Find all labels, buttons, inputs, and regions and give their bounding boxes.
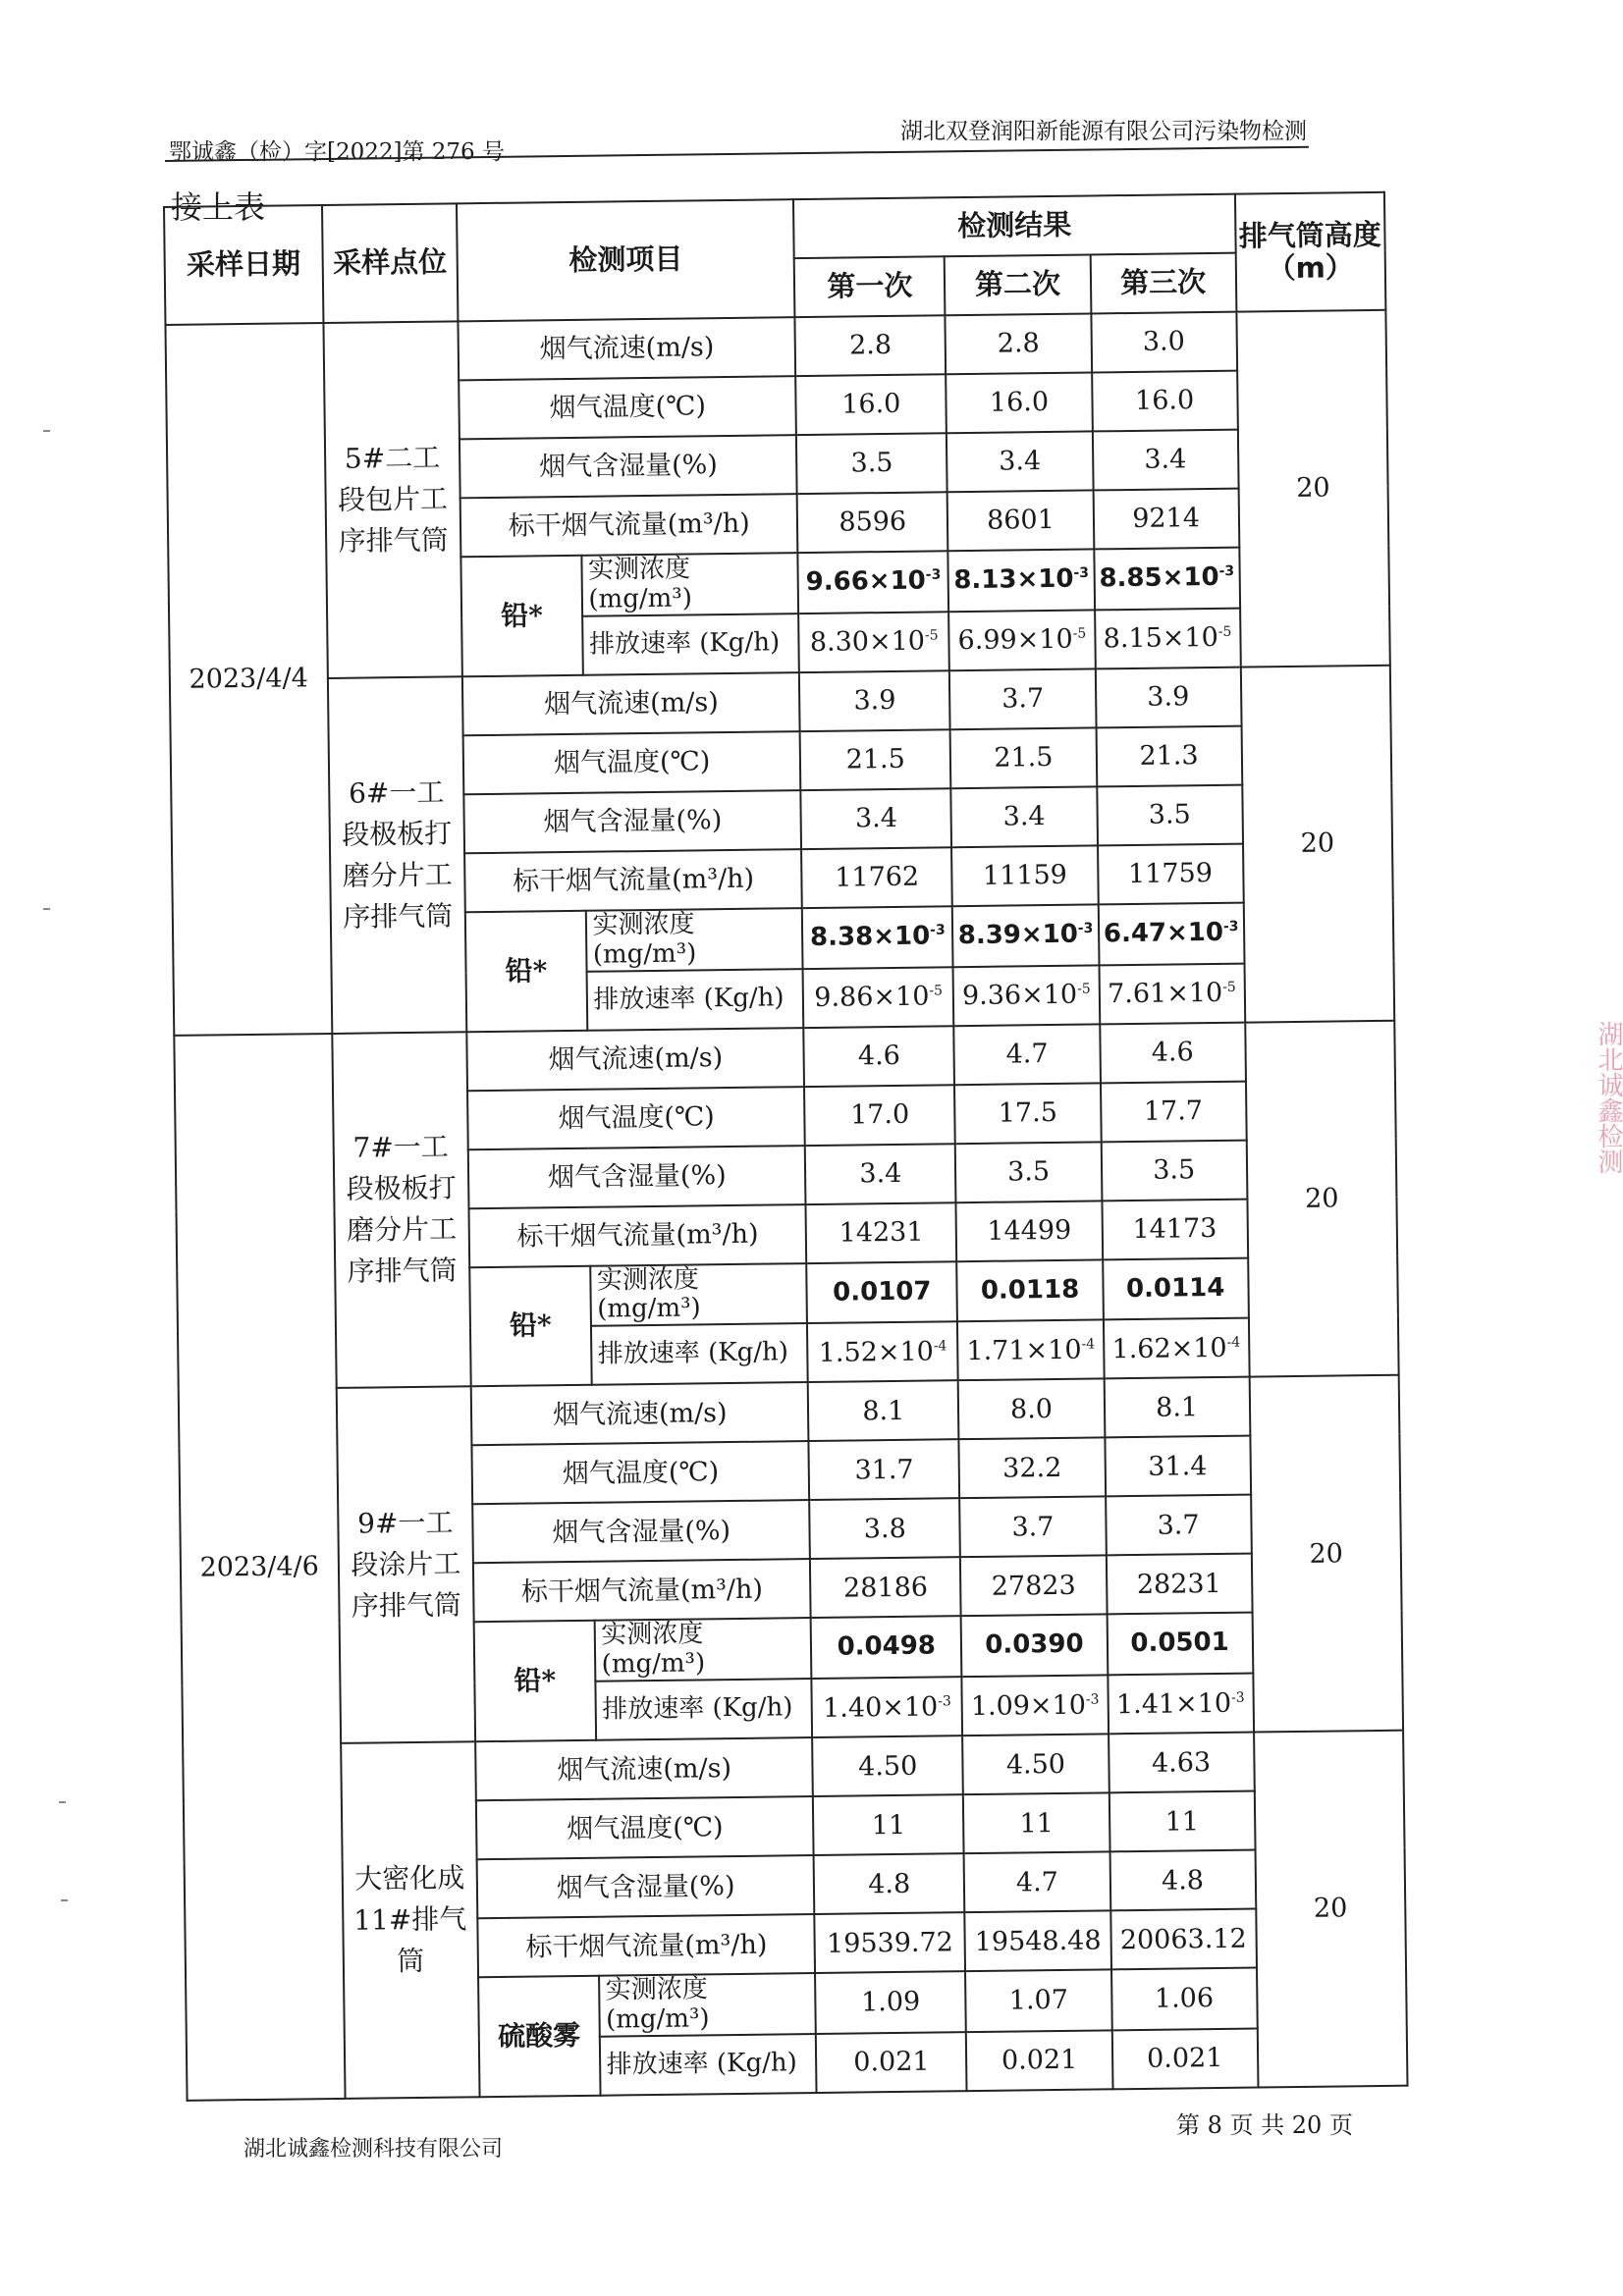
- result-value: 8.1: [808, 1381, 959, 1442]
- result-value: 3.7: [1106, 1495, 1252, 1556]
- result-value: 11159: [951, 845, 1098, 906]
- result-value: [1098, 902, 1244, 965]
- pollutant-name: 铅*: [465, 911, 587, 1032]
- result-value: [1103, 1318, 1249, 1379]
- value-mantissa: 0.021: [1146, 2043, 1223, 2075]
- item-label: 标干烟气流量(m³/h): [478, 1914, 816, 1977]
- result-value: 11: [963, 1792, 1109, 1853]
- scan-speck: [43, 908, 50, 910]
- result-value: 3.7: [960, 1497, 1107, 1558]
- value-mantissa: 1.71×10: [966, 1334, 1082, 1366]
- value-exponent: -5: [1076, 981, 1091, 997]
- item-label: 标干烟气流量(m³/h): [473, 1559, 811, 1622]
- result-value: [1108, 1674, 1254, 1735]
- value-mantissa: 8.15×10: [1103, 622, 1218, 655]
- value-mantissa: 9.36×10: [961, 979, 1078, 1012]
- value-exponent: -3: [1085, 1691, 1100, 1708]
- result-value: 32.2: [959, 1438, 1106, 1499]
- scan-speck: [43, 430, 50, 432]
- scan-speck: [59, 1801, 66, 1803]
- value-mantissa: 1.40×10: [822, 1691, 939, 1724]
- value-exponent: -5: [1217, 623, 1232, 641]
- value-mantissa: 1.09×10: [970, 1689, 1087, 1722]
- sub-item-label: 排放速率 (Kg/h): [582, 614, 799, 675]
- item-label: 烟气含湿量(%): [468, 1146, 806, 1208]
- header-height: 排气筒高度（m）: [1235, 192, 1386, 312]
- header-point: 采样点位: [322, 203, 459, 323]
- stack-height: 20: [1249, 1375, 1403, 1733]
- value-mantissa: 9.66×10: [805, 565, 926, 597]
- value-mantissa: 7.61×10: [1107, 977, 1223, 1010]
- value-mantissa: 6.47×10: [1103, 917, 1224, 949]
- item-label: 烟气流速(m/s): [462, 672, 800, 735]
- result-value: 3.8: [809, 1499, 960, 1560]
- value-exponent: -5: [1222, 979, 1236, 995]
- value-mantissa: 0.0501: [1130, 1628, 1229, 1659]
- result-value: [1103, 1257, 1249, 1320]
- result-value: 3.4: [800, 788, 951, 849]
- value-mantissa: 9.86×10: [814, 981, 930, 1013]
- result-value: [816, 2032, 967, 2093]
- header-third: 第三次: [1090, 253, 1236, 314]
- result-value: 19539.72: [814, 1912, 965, 1973]
- result-value: 4.8: [1109, 1850, 1256, 1911]
- sub-item-label: 实测浓度 (mg/m³): [585, 908, 802, 971]
- result-value: [807, 1322, 958, 1383]
- value-exponent: -5: [1072, 625, 1087, 642]
- continued-label: 接上表: [171, 188, 266, 226]
- item-label: 标干烟气流量(m³/h): [460, 494, 798, 557]
- result-value: 8.1: [1104, 1377, 1250, 1438]
- value-mantissa: 8.30×10: [809, 625, 926, 659]
- item-label: 烟气温度(℃): [467, 1087, 805, 1149]
- result-value: 16.0: [947, 372, 1093, 433]
- item-label: 烟气温度(℃): [459, 376, 796, 439]
- header-results: 检测结果: [793, 194, 1235, 258]
- value-mantissa: 6.99×10: [957, 623, 1073, 657]
- item-label: 烟气流速(m/s): [467, 1028, 805, 1091]
- result-value: [798, 551, 949, 614]
- result-value: 3.5: [955, 1142, 1102, 1202]
- result-value: 4.50: [812, 1735, 963, 1796]
- result-value: 31.4: [1105, 1436, 1251, 1497]
- result-value: [957, 1320, 1104, 1381]
- sampling-point: 7#一工段极板打磨分片工序排气筒: [332, 1032, 471, 1388]
- result-value: 3.0: [1091, 312, 1237, 373]
- result-value: 20063.12: [1110, 1909, 1257, 1970]
- sub-item-label: 排放速率 (Kg/h): [599, 2034, 816, 2096]
- result-value: 31.7: [809, 1440, 960, 1501]
- pollutant-name: 硫酸雾: [478, 1976, 600, 2097]
- result-value: [957, 1259, 1104, 1322]
- result-value: 11: [813, 1794, 964, 1855]
- stack-height: 20: [1241, 666, 1395, 1023]
- result-value: 9214: [1093, 489, 1239, 550]
- value-mantissa: 0.0114: [1125, 1272, 1225, 1304]
- item-label: 烟气含湿量(%): [477, 1855, 815, 1918]
- result-value: 14499: [956, 1201, 1103, 1261]
- scan-speck: [61, 1899, 68, 1901]
- value-exponent: -4: [933, 1338, 947, 1355]
- result-value: 19548.48: [965, 1910, 1111, 1971]
- value-exponent: -3: [1230, 1689, 1245, 1706]
- result-value: 4.6: [803, 1026, 954, 1087]
- value-mantissa: 0.021: [1001, 2045, 1078, 2077]
- header-item: 检测项目: [457, 199, 794, 321]
- pollutant-name: 铅*: [470, 1265, 592, 1386]
- value-exponent: -3: [1077, 920, 1094, 936]
- value-mantissa: 1.52×10: [818, 1336, 935, 1368]
- result-value: 4.50: [963, 1734, 1109, 1794]
- item-label: 烟气流速(m/s): [459, 317, 796, 380]
- value-exponent: -3: [1073, 564, 1090, 581]
- result-value: 17.7: [1101, 1081, 1247, 1142]
- value-exponent: -3: [925, 566, 942, 583]
- item-label: 标干烟气流量(m³/h): [464, 849, 802, 912]
- result-value: 4.7: [964, 1851, 1110, 1912]
- result-value: 11759: [1098, 843, 1244, 904]
- result-value: [1099, 963, 1245, 1024]
- sub-item-label: 排放速率 (Kg/h): [595, 1679, 812, 1740]
- value-mantissa: 1.09: [860, 1987, 921, 2018]
- value-exponent: -3: [938, 1692, 951, 1710]
- sub-item-label: 实测浓度 (mg/m³): [581, 553, 798, 615]
- result-value: 3.5: [796, 433, 947, 494]
- sub-item-label: 实测浓度 (mg/m³): [590, 1263, 807, 1326]
- results-table-wrapper: [163, 191, 1408, 2102]
- sub-item-label: 排放速率 (Kg/h): [590, 1323, 807, 1385]
- result-value: [1094, 548, 1240, 611]
- result-value: [949, 610, 1096, 670]
- result-value: 3.5: [1101, 1140, 1247, 1201]
- result-value: 3.7: [949, 668, 1096, 729]
- sampling-point: 6#一工段极板打磨分片工序排气筒: [327, 676, 466, 1033]
- value-mantissa: 0.0498: [837, 1630, 937, 1663]
- result-value: 16.0: [795, 374, 947, 435]
- item-label: 标干烟气流量(m³/h): [469, 1204, 807, 1267]
- result-value: [812, 1677, 963, 1737]
- results-table: [163, 191, 1408, 2102]
- result-value: 28231: [1106, 1554, 1252, 1615]
- item-label: 烟气流速(m/s): [471, 1382, 809, 1445]
- result-value: 2.8: [795, 315, 947, 376]
- result-value: 4.63: [1109, 1733, 1255, 1793]
- result-value: [1107, 1613, 1253, 1676]
- footer-page-number: 第 8 页 共 20 页: [1176, 2111, 1353, 2139]
- result-value: [802, 906, 953, 969]
- result-value: 3.4: [951, 786, 1098, 847]
- sampling-date: 2023/4/6: [174, 1034, 345, 2101]
- value-exponent: -3: [930, 922, 946, 938]
- result-value: [948, 549, 1095, 612]
- value-exponent: -3: [1218, 562, 1235, 580]
- result-value: [966, 2030, 1112, 2091]
- value-exponent: -5: [929, 983, 944, 999]
- result-value: 16.0: [1092, 371, 1238, 432]
- result-value: 11762: [801, 847, 952, 908]
- item-label: 烟气温度(℃): [463, 731, 801, 794]
- report-number: 鄂诚鑫（检）字[2022]第 276 号: [169, 139, 506, 165]
- value-exponent: -4: [1226, 1334, 1241, 1351]
- item-label: 烟气流速(m/s): [475, 1737, 813, 1800]
- sampling-point: 5#二工段包片工序排气筒: [323, 321, 462, 677]
- result-value: [803, 967, 954, 1028]
- value-mantissa: 1.07: [1008, 1985, 1069, 2017]
- value-exponent: -4: [1081, 1336, 1096, 1353]
- result-value: 3.5: [1097, 784, 1243, 845]
- result-value: [962, 1675, 1109, 1735]
- item-label: 烟气温度(℃): [472, 1441, 810, 1504]
- result-value: 27823: [960, 1556, 1107, 1617]
- result-value: 3.9: [799, 670, 950, 731]
- result-value: [806, 1261, 957, 1324]
- result-value: [1111, 1968, 1258, 2031]
- value-mantissa: 8.13×10: [953, 563, 1074, 596]
- result-value: 17.0: [804, 1085, 955, 1146]
- value-mantissa: 0.0107: [832, 1276, 932, 1308]
- sampling-point: 大密化成11#排气筒: [341, 1741, 480, 2098]
- header-first: 第一次: [794, 256, 946, 317]
- value-mantissa: 0.021: [853, 2046, 930, 2078]
- result-value: [965, 1969, 1111, 2032]
- result-value: 3.4: [1092, 430, 1238, 491]
- value-mantissa: 8.38×10: [809, 921, 931, 952]
- red-seal-stamp-fragment: 湖北诚鑫检测: [1594, 1021, 1623, 1174]
- value-mantissa: 8.85×10: [1099, 561, 1219, 594]
- value-mantissa: 0.0118: [980, 1274, 1080, 1306]
- stack-height: 20: [1254, 1731, 1408, 2088]
- result-value: 4.7: [954, 1024, 1101, 1085]
- sub-item-label: 实测浓度 (mg/m³): [594, 1618, 811, 1681]
- result-value: 3.4: [805, 1144, 956, 1204]
- result-value: 11: [1109, 1791, 1255, 1852]
- result-value: 2.8: [946, 313, 1092, 374]
- result-value: 8601: [947, 490, 1094, 551]
- value-mantissa: 1.41×10: [1115, 1687, 1232, 1720]
- value-mantissa: 1.62×10: [1111, 1332, 1227, 1365]
- result-value: [815, 1971, 966, 2034]
- sampling-point: 9#一工段涂片工序排气筒: [336, 1387, 475, 1743]
- report-title: 湖北双登润阳新能源有限公司污染物检测: [900, 119, 1307, 144]
- value-exponent: -5: [924, 627, 939, 644]
- item-label: 烟气含湿量(%): [464, 790, 802, 853]
- header-date: 采样日期: [164, 205, 323, 325]
- result-value: [1095, 608, 1241, 668]
- result-value: 21.5: [800, 729, 951, 790]
- result-value: 14231: [806, 1202, 957, 1263]
- result-value: 14173: [1102, 1199, 1248, 1259]
- result-value: 4.6: [1100, 1022, 1246, 1083]
- sub-item-label: 排放速率 (Kg/h): [586, 969, 803, 1031]
- result-value: [811, 1617, 962, 1680]
- result-value: 8596: [797, 492, 948, 553]
- value-exponent: -3: [1222, 918, 1239, 934]
- result-value: 21.5: [950, 727, 1097, 788]
- sub-item-label: 实测浓度 (mg/m³): [599, 1973, 816, 2036]
- header-second: 第二次: [945, 254, 1091, 315]
- result-value: 3.4: [947, 431, 1093, 492]
- footer-company: 湖北诚鑫检测科技有限公司: [243, 2137, 504, 2162]
- stack-height: 20: [1236, 310, 1390, 667]
- result-value: 3.9: [1095, 667, 1241, 727]
- result-value: [961, 1615, 1108, 1678]
- item-label: 烟气温度(℃): [476, 1796, 814, 1859]
- sampling-date: 2023/4/4: [165, 323, 331, 1035]
- value-mantissa: 8.39×10: [957, 919, 1079, 950]
- pollutant-name: 铅*: [461, 556, 583, 676]
- result-value: 17.5: [954, 1083, 1101, 1144]
- result-value: 8.0: [958, 1379, 1105, 1440]
- result-value: 28186: [810, 1558, 961, 1619]
- item-label: 烟气含湿量(%): [460, 435, 797, 498]
- result-value: [953, 965, 1100, 1026]
- stack-height: 20: [1245, 1020, 1399, 1377]
- table-body: [165, 310, 1407, 2101]
- result-value: [798, 612, 949, 672]
- value-mantissa: 0.0390: [985, 1629, 1084, 1661]
- result-value: 21.3: [1096, 725, 1242, 786]
- item-label: 烟气含湿量(%): [472, 1500, 810, 1563]
- pollutant-name: 铅*: [474, 1621, 596, 1741]
- value-mantissa: 1.06: [1154, 1983, 1215, 2015]
- result-value: [1111, 2028, 1258, 2089]
- result-value: [952, 904, 1099, 967]
- result-value: 4.8: [814, 1853, 965, 1914]
